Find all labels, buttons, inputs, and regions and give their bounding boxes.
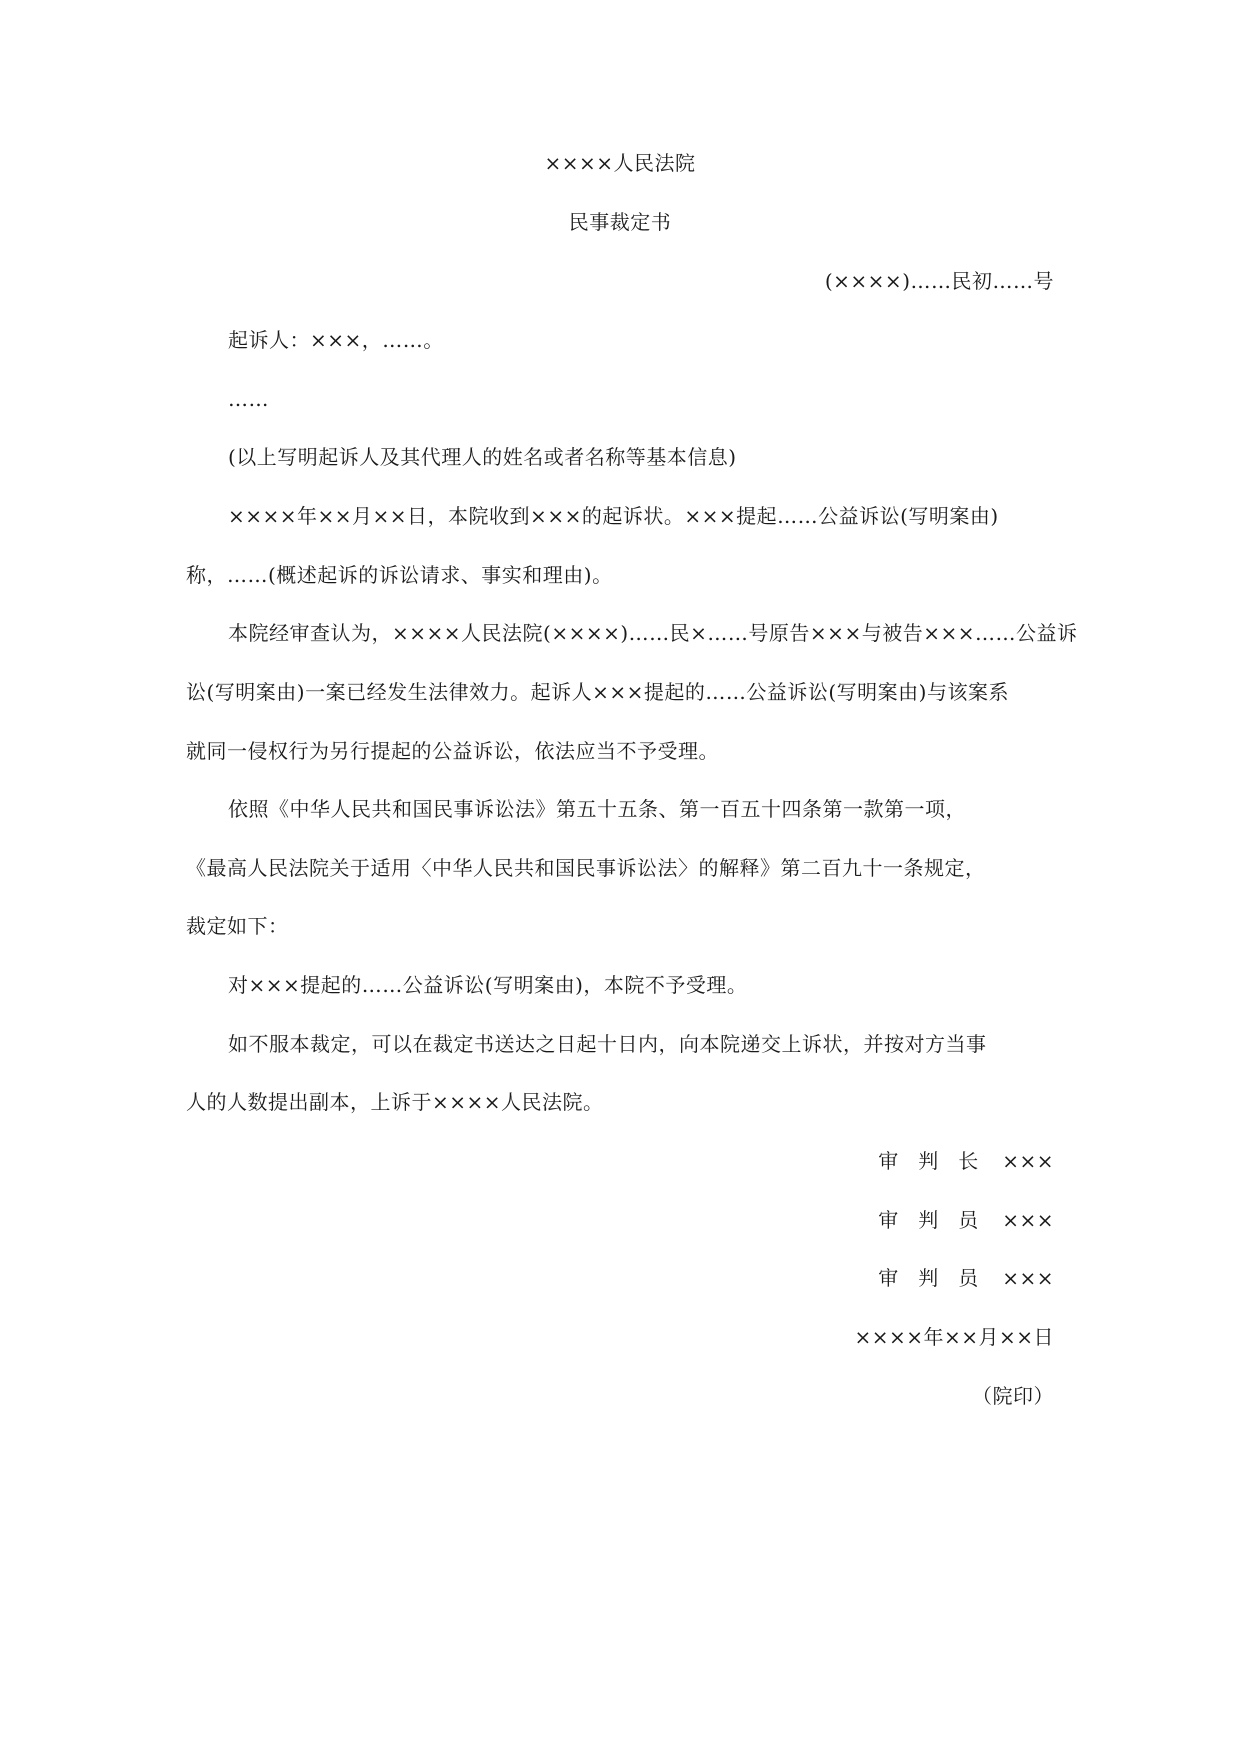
appeal-line-2: 人的人数提出副本，上诉于××××人民法院。 <box>186 1090 604 1114</box>
reasoning-line-1: 本院经审查认为，××××人民法院(××××)……民×……号原告×××与被告×××……公益诉 <box>228 621 1078 645</box>
signature-judge-2 <box>878 1265 1054 1291</box>
court-seal-note: （院印） <box>972 1384 1054 1408</box>
info-note: (以上写明起诉人及其代理人的姓名或者名称等基本信息) <box>228 445 737 469</box>
signature-name: ××× <box>1002 1149 1054 1173</box>
signature-name: ××× <box>1002 1266 1054 1290</box>
reasoning-line-2: 讼(写明案由)一案已经发生法律效力。起诉人×××提起的……公益诉讼(写明案由)与该案系 <box>186 680 1009 704</box>
facts-line-1: ××××年××月××日，本院收到×××的起诉状。×××提起……公益诉讼(写明案由) <box>228 504 999 528</box>
plaintiff-line: 起诉人：×××，……。 <box>228 328 444 352</box>
facts-line-2: 称，……(概述起诉的诉讼请求、事实和理由)。 <box>186 563 613 587</box>
ellipsis-line: …… <box>228 387 269 411</box>
signature-name: ××× <box>1002 1208 1054 1232</box>
signature-presiding-judge <box>878 1148 1054 1174</box>
signature-role: 审判长 <box>878 1149 999 1173</box>
reasoning-line-3: 就同一侵权行为另行提起的公益诉讼，依法应当不予受理。 <box>186 739 719 763</box>
appeal-line-1: 如不服本裁定，可以在裁定书送达之日起十日内，向本院递交上诉状，并按对方当事 <box>228 1032 987 1056</box>
case-number: (××××)……民初……号 <box>824 269 1054 293</box>
basis-line-2: 《最高人民法院关于适用〈中华人民共和国民事诉讼法〉的解释》第二百九十一条规定， <box>186 856 986 880</box>
signature-role: 审判员 <box>878 1208 999 1232</box>
signature-role: 审判员 <box>878 1266 999 1290</box>
document-title: 民事裁定书 <box>568 210 672 234</box>
basis-line-1: 依照《中华人民共和国民事诉讼法》第五十五条、第一百五十四条第一款第一项， <box>228 797 966 821</box>
basis-line-3: 裁定如下： <box>186 914 289 938</box>
court-name: ××××人民法院 <box>544 151 696 175</box>
ruling-date: ××××年××月××日 <box>854 1325 1054 1349</box>
ruling-line: 对×××提起的……公益诉讼(写明案由)，本院不予受理。 <box>228 973 748 997</box>
signature-judge-1 <box>878 1207 1054 1233</box>
